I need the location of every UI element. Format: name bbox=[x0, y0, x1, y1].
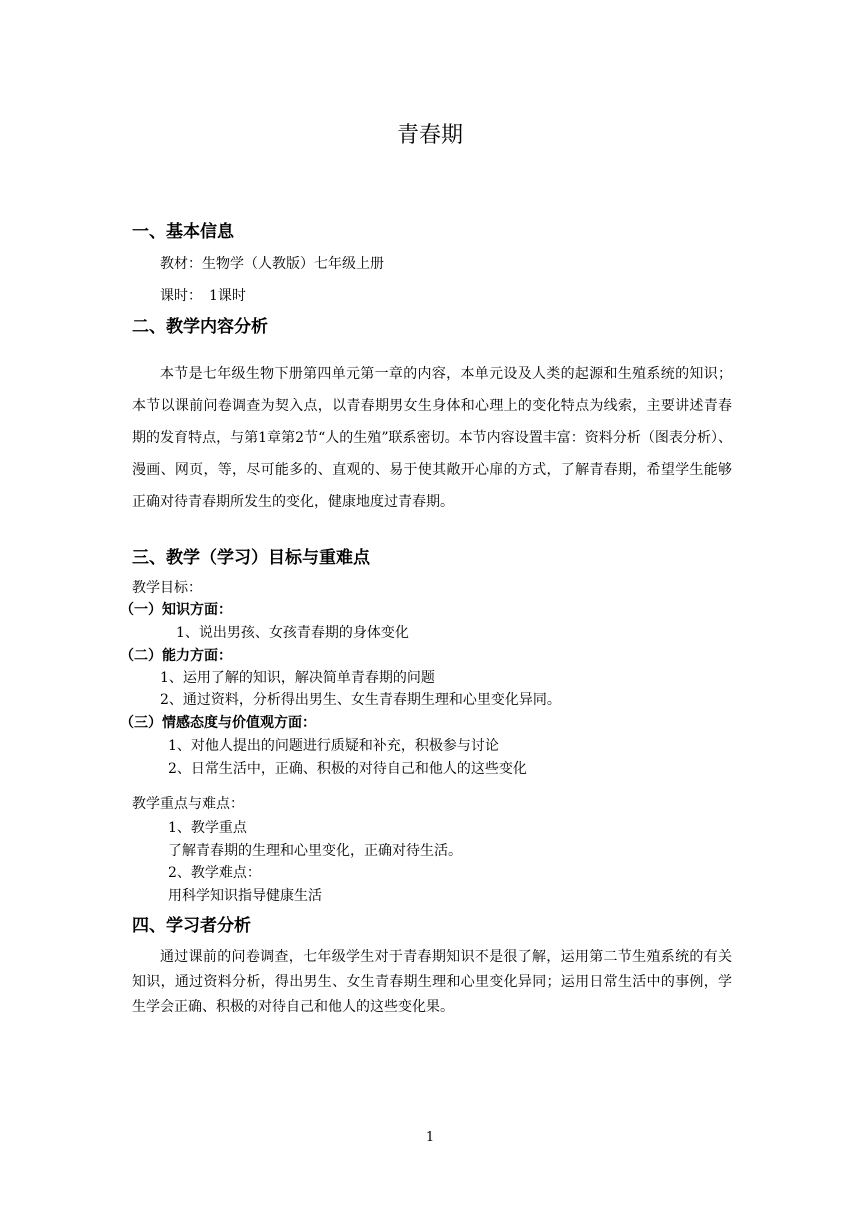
content-analysis-paragraph: 本节是七年级生物下册第四单元第一章的内容，本单元设及人类的起源和生殖系统的知识；本节以课前问卷调查为契入点，以青春期男女生身体和心理上的变化特点为线索，主要讲述青春期的发育特点，与第1章第2节“人的生殖”联系密切。本节内容设置丰富：资料分析（图表分析）、漫画、网页，等，尽可能多的、直观的、易于使其敞开心扉的方式，了解青春期，希望学生能够正确对待青春期所发生的变化，健康地度过青春期。 bbox=[132, 366, 732, 510]
section-heading-learner-analysis: 四、学习者分析 bbox=[132, 916, 251, 936]
key-point-2: 2、教学难点： bbox=[168, 865, 261, 881]
knowledge-item-1: 1、说出男孩、女孩青春期的身体变化 bbox=[176, 625, 409, 641]
ability-item-1: 1、运用了解的知识，解决简单青春期的问题 bbox=[160, 670, 435, 686]
knowledge-label: （一）知识方面： bbox=[120, 602, 232, 618]
emotion-label: （三）情感态度与价值观方面： bbox=[120, 715, 316, 731]
key-points-label: 教学重点与难点： bbox=[132, 796, 244, 812]
emotion-item-1: 1、对他人提出的问题进行质疑和补充，积极参与讨论 bbox=[168, 738, 499, 754]
section-heading-basic-info: 一、基本信息 bbox=[132, 222, 234, 242]
section-heading-goals: 三、教学（学习）目标与重难点 bbox=[132, 548, 370, 568]
goals-label: 教学目标： bbox=[132, 580, 202, 596]
key-point-2-text: 用科学知识指导健康生活 bbox=[168, 888, 322, 904]
learner-analysis-paragraph: 通过课前的问卷调查，七年级学生对于青春期知识不是很了解，运用第二节生殖系统的有关知识，通过资料分析，得出男生、女生青春期生理和心里变化异同；运用日常生活中的事例，学生学会正确、积极的对待自己和他人的这些变化果。 bbox=[132, 949, 732, 1015]
section-heading-content-analysis: 二、教学内容分析 bbox=[132, 317, 268, 337]
emotion-item-2: 2、日常生活中，正确、积极的对待自己和他人的这些变化 bbox=[168, 761, 527, 777]
class-hours-line: 课时： 1课时 bbox=[160, 288, 246, 304]
textbook-line: 教材：生物学（人教版）七年级上册 bbox=[160, 256, 384, 272]
key-point-1-text: 了解青春期的生理和心里变化，正确对待生活。 bbox=[168, 843, 462, 859]
page-number: 1 bbox=[425, 1130, 435, 1145]
ability-label: （二）能力方面： bbox=[120, 648, 232, 664]
ability-item-2: 2、通过资料，分析得出男生、女生青春期生理和心里变化异同。 bbox=[160, 692, 561, 708]
key-point-1: 1、教学重点 bbox=[168, 820, 247, 836]
page-title: 青春期 bbox=[396, 123, 463, 148]
